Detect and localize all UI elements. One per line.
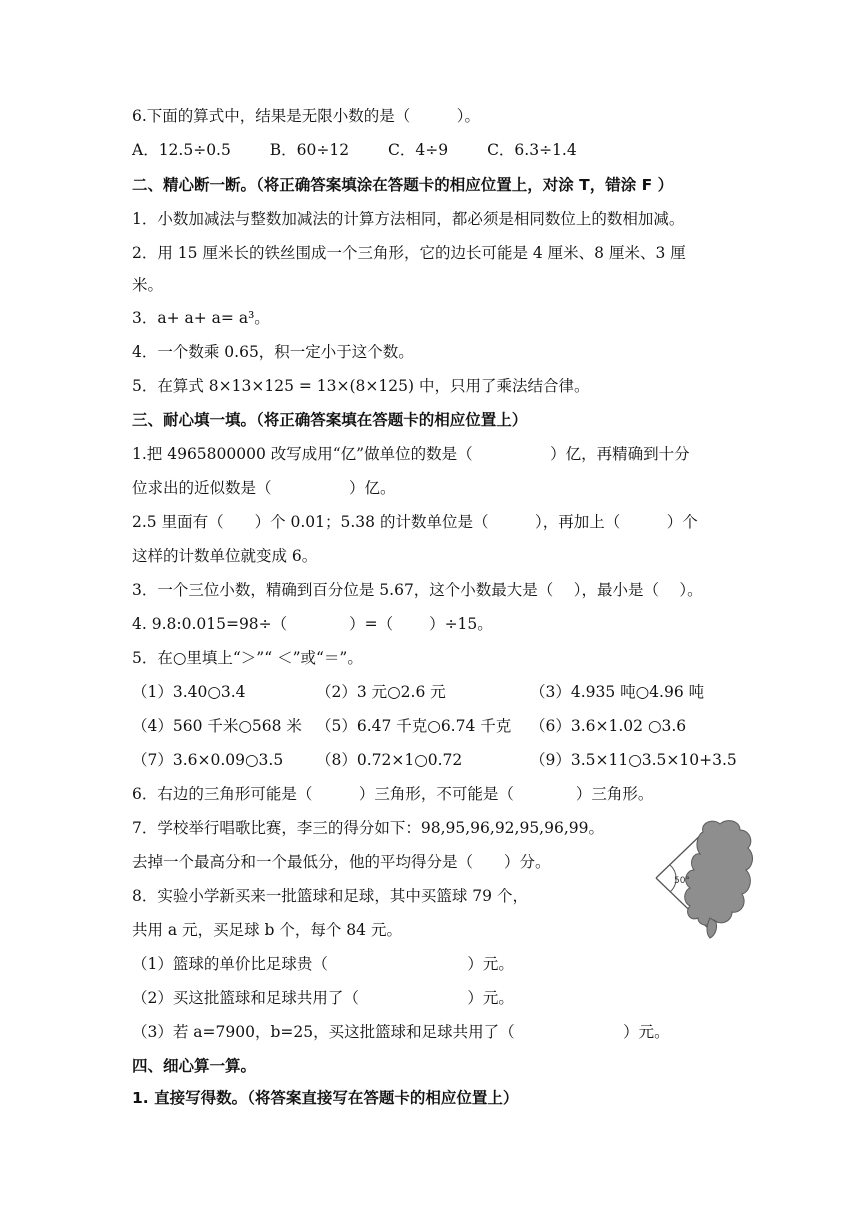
section4-title: 四、细心算一算。 [132, 1057, 257, 1075]
q6-option-c: C．4÷9 [388, 141, 449, 159]
section2-item-2-cont: 米。 [132, 276, 164, 294]
section3-q6: 6．右边的三角形可能是（ ）三角形，不可能是（ ）三角形。 [132, 785, 654, 803]
compare-6: （6）3.6×1.02 ○3.6 [530, 717, 687, 735]
section3-q8-3: （3）若 a=7900，b=25，买这批篮球和足球共用了（ ）元。 [132, 1023, 670, 1041]
compare-5: （5）6.47 千克○6.74 千克 [316, 717, 512, 735]
section3-q8: 8．实验小学新买来一批篮球和足球，其中买篮球 79 个， [132, 887, 528, 905]
section3-q5: 5．在○里填上“＞”“ ＜”或“＝”。 [132, 649, 363, 667]
section3-q8-cont: 共用 a 元，买足球 b 个，每个 84 元。 [132, 921, 402, 939]
section4-sub: 1. 直接写得数。（将答案直接写在答题卡的相应位置上） [132, 1089, 519, 1107]
compare-4: （4）560 千米○568 米 [132, 717, 302, 735]
compare-9: （9）3.5×11○3.5×10+3.5 [530, 751, 737, 769]
q6-options [132, 139, 611, 161]
section2-item-4: 4．一个数乘 0.65，积一定小于这个数。 [132, 343, 414, 361]
compare-8: （8）0.72×1○0.72 [316, 751, 463, 769]
q6-option-a: A．12.5÷0.5 [132, 141, 231, 159]
compare-3: （3）4.935 吨○4.96 吨 [530, 683, 705, 701]
angle-label: 50° [674, 876, 690, 886]
compare-2: （2）3 元○2.6 元 [316, 683, 446, 701]
section3-q1-cont: 位求出的近似数是（ ）亿。 [132, 479, 396, 497]
section2-item-2: 2．用 15 厘米长的铁丝围成一个三角形，它的边长可能是 4 厘米、8 厘米、3 厘 [132, 244, 686, 262]
compare-7: （7）3.6×0.09○3.5 [132, 751, 284, 769]
section3-title: 三、耐心填一填。（将正确答案填在答题卡的相应位置上） [132, 411, 528, 429]
section3-q8-1: （1）篮球的单价比足球贵（ ）元。 [132, 955, 514, 973]
compare-1: （1）3.40○3.4 [132, 683, 246, 701]
triangle-cloud-figure [648, 818, 756, 948]
section2-title: 二、精心断一断。（将正确答案填涂在答题卡的相应位置上，对涂 T，错涂 F ） [132, 176, 674, 194]
section3-q7: 7．学校举行唱歌比赛，李三的得分如下：98,95,96,92,95,96,99。 [132, 819, 604, 837]
section3-q4: 4. 9.8:0.015=98÷（ ）=（ ）÷15。 [132, 615, 493, 633]
cloud-triangle-icon [648, 818, 756, 948]
section2-item-1: 1．小数加减法与整数加减法的计算方法相同，都必须是相同数位上的数相加减。 [132, 210, 685, 228]
section3-q7-cont: 去掉一个最高分和一个最低分，他的平均得分是（ ）分。 [132, 853, 551, 871]
q6-option-d: C．6.3÷1.4 [487, 141, 577, 159]
section3-q1: 1.把 4965800000 改写成用“亿”做单位的数是（ ）亿，再精确到十分 [132, 445, 690, 463]
q6-stem: 6.下面的算式中，结果是无限小数的是（ ）。 [132, 107, 481, 125]
section3-q8-2: （2）买这批篮球和足球共用了（ ）元。 [132, 989, 514, 1007]
q6-option-b: B．60÷12 [269, 141, 350, 159]
section2-item-3: 3．a+ a+ a= a³。 [132, 309, 270, 327]
section3-q2: 2.5 里面有（ ）个 0.01；5.38 的计数单位是（ ），再加上（ ）个 [132, 513, 698, 531]
section3-q2-cont: 这样的计数单位就变成 6。 [132, 547, 318, 565]
section2-item-5: 5．在算式 8×13×125 = 13×(8×125) 中，只用了乘法结合律。 [132, 377, 590, 395]
section3-q3: 3．一个三位小数，精确到百分位是 5.67，这个小数最大是（ ），最小是（ ）。 [132, 581, 703, 599]
